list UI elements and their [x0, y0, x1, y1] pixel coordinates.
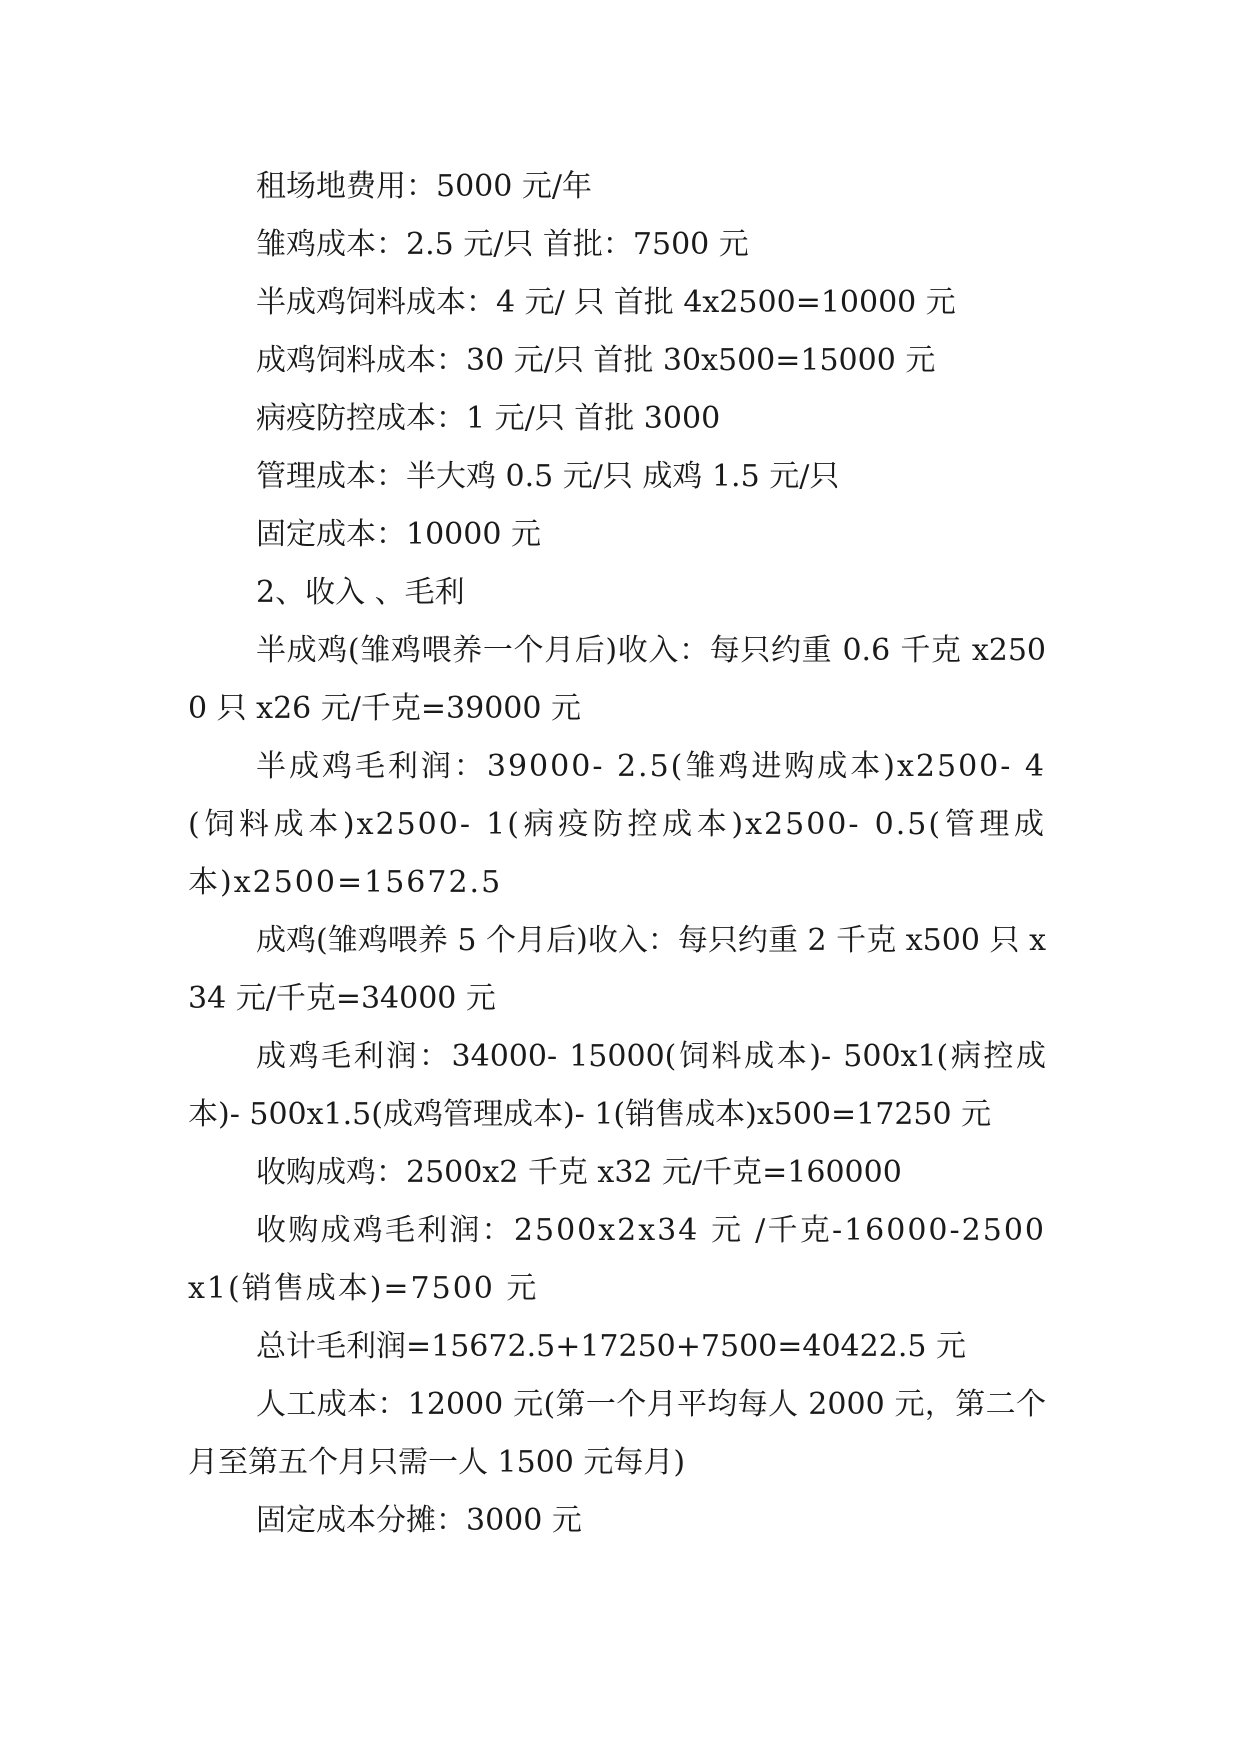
- paragraph-adult-feed-cost: 成鸡饲料成本：30 元/只 首批 30x500=15000 元: [256, 343, 936, 378]
- paragraph-management-cost: 管理成本：半大鸡 0.5 元/只 成鸡 1.5 元/只: [256, 459, 840, 494]
- paragraph-fixed-cost: 固定成本：10000 元: [256, 517, 541, 552]
- paragraph-purchase-profit: 收购成鸡毛利润：2500x2x34 元 /千克-16000-2500x1(销售成本)=7500 元: [188, 1213, 1046, 1306]
- section-heading-income: 2、收入 、毛利: [256, 575, 465, 610]
- paragraph-half-grown-feed-cost: 半成鸡饲料成本：4 元/ 只 首批 4x2500=10000 元: [256, 285, 956, 320]
- paragraph-chick-cost: 雏鸡成本：2.5 元/只 首批：7500 元: [256, 227, 749, 262]
- paragraph-half-grown-income: 半成鸡(雏鸡喂养一个月后)收入：每只约重 0.6 千克 x2500 只 x26 元/千克=39000 元: [188, 633, 1046, 726]
- paragraph-adult-profit: 成鸡毛利润：34000- 15000(饲料成本)- 500x1(病控成本)- 500x1.5(成鸡管理成本)- 1(销售成本)x500=17250 元: [188, 1039, 1046, 1132]
- paragraph-labor-cost: 人工成本：12000 元(第一个月平均每人 2000 元，第二个月至第五个月只需一人 1500 元每月): [188, 1387, 1046, 1480]
- paragraph-disease-control-cost: 病疫防控成本：1 元/只 首批 3000: [256, 401, 721, 436]
- paragraph-fixed-cost-share: 固定成本分摊：3000 元: [256, 1503, 582, 1538]
- paragraph-adult-income: 成鸡(雏鸡喂养 5 个月后)收入：每只约重 2 千克 x500 只 x34 元/千克=34000 元: [188, 923, 1046, 1016]
- paragraph-total-profit: 总计毛利润=15672.5+17250+7500=40422.5 元: [256, 1329, 966, 1364]
- paragraph-purchase-adult: 收购成鸡：2500x2 千克 x32 元/千克=160000: [256, 1155, 902, 1190]
- paragraph-rent-cost: 租场地费用：5000 元/年: [256, 169, 592, 204]
- paragraph-half-grown-profit: 半成鸡毛利润：39000- 2.5(雏鸡进购成本)x2500- 4(饲料成本)x2500- 1(病疫防控成本)x2500- 0.5(管理成本)x2500=15672.5: [188, 749, 1046, 900]
- document-body: [188, 158, 1046, 1550]
